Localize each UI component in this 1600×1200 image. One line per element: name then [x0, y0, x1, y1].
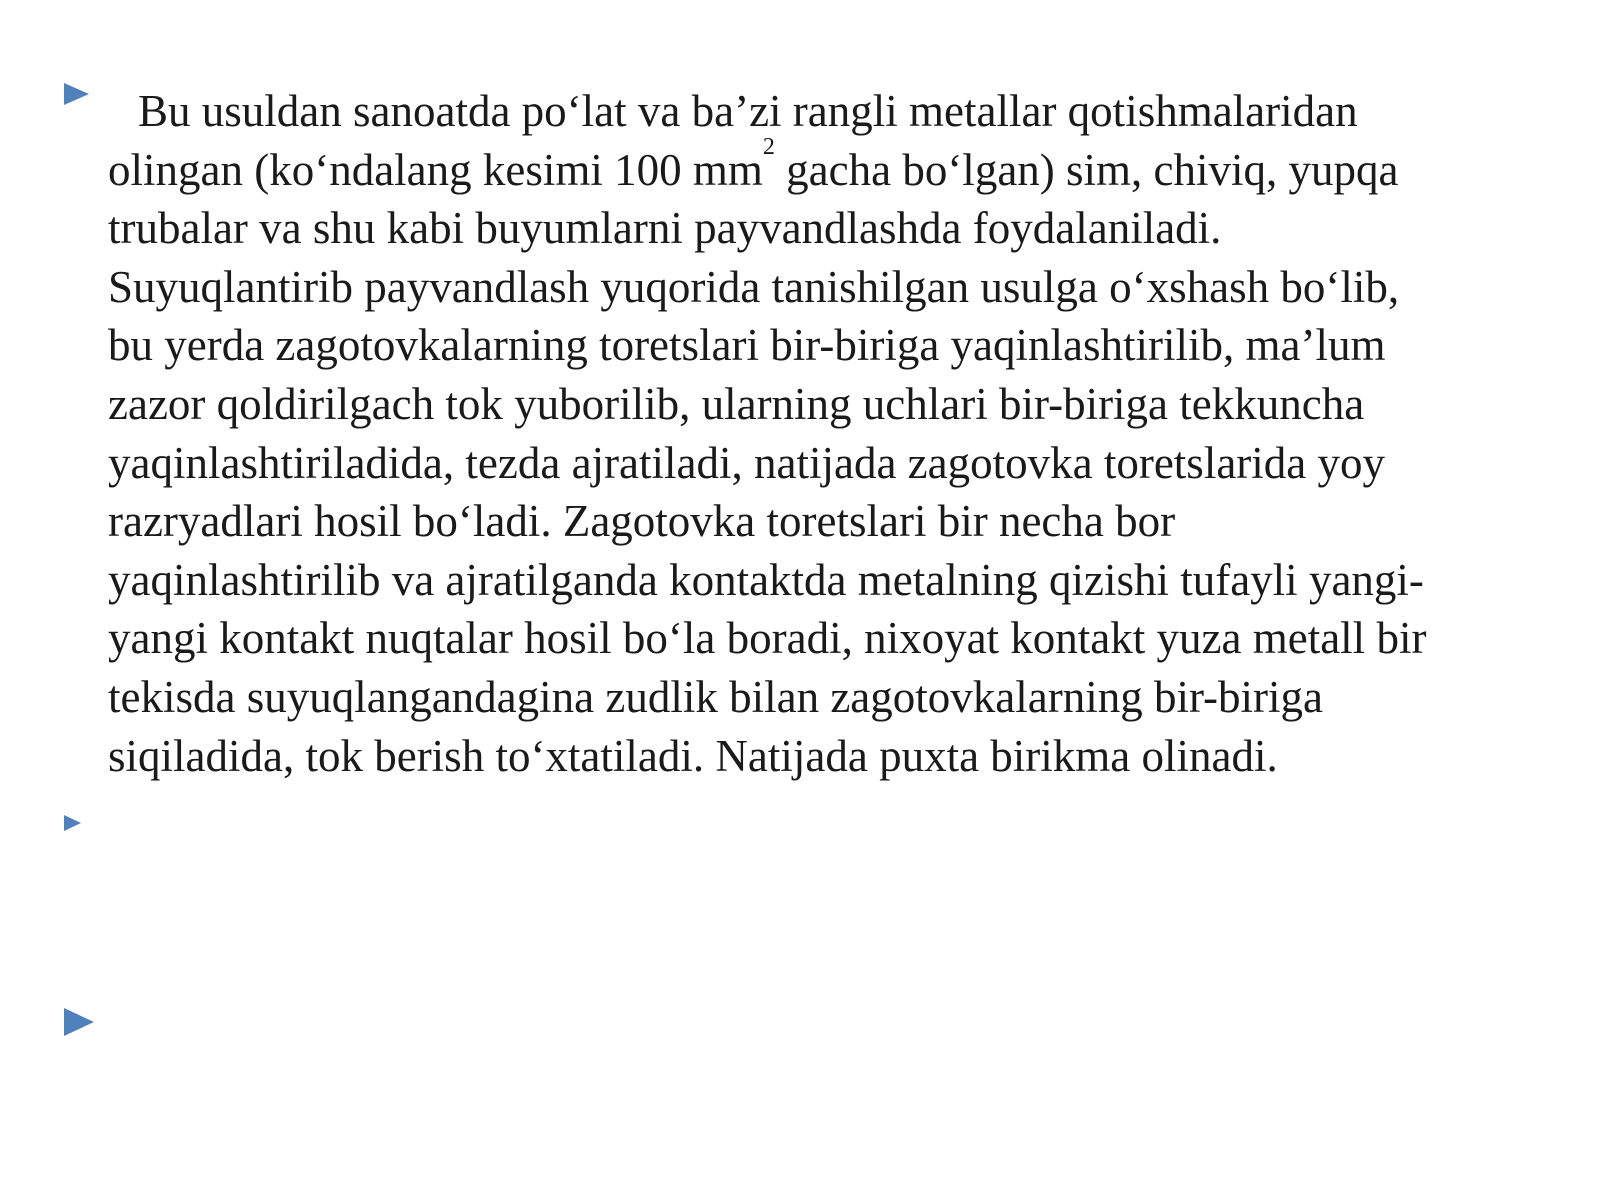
- text-line: [108, 133, 1568, 200]
- text-line: Suyuqlantirib payvandlash yuqorida tanishilgan usulga o‘xshash bo‘lib,: [108, 261, 1400, 312]
- bullet-triangle-icon: [64, 83, 89, 105]
- text-line: trubalar va shu kabi buyumlarni payvandlashda foydalaniladi.: [108, 203, 1222, 254]
- text-segment: olingan (ko‘ndalang kesimi 100 mm: [108, 144, 763, 195]
- bullet-triangle-icon: [64, 815, 81, 831]
- bullet-triangle-icon: [64, 1008, 94, 1036]
- text-line: zazor qoldirilgach tok yuborilib, ularning uchlari bir-biriga tekkuncha: [108, 378, 1365, 429]
- text-line: razryadlari hosil bo‘ladi. Zagotovka toretslari bir necha bor: [108, 496, 1176, 547]
- text-line: Bu usuldan sanoatda po‘lat va ba’zi rangli metallar qotishmalaridan: [138, 86, 1358, 136]
- text-line: yangi kontakt nuqtalar hosil bo‘la boradi, nixoyat kontakt yuza metall bir: [108, 613, 1427, 664]
- text-line: tekisda suyuqlangandagina zudlik bilan zagotovkalarning bir-biriga: [108, 671, 1323, 722]
- text-line: yaqinlashtiriladida, tezda ajratiladi, natijada zagotovka toretslarida yoy: [108, 437, 1386, 488]
- corner-marker-icon: [0, 0, 11, 17]
- superscript: 2: [762, 133, 775, 160]
- text-segment: gacha bo‘lgan) sim, chiviq, yupqa: [774, 144, 1399, 195]
- text-line: siqiladida, tok berish to‘xtatiladi. Natijada puxta birikma olinadi.: [108, 730, 1278, 781]
- body-paragraph: [108, 82, 1568, 785]
- text-line: bu yerda zagotovkalarning toretslari bir-biriga yaqinlashtirilib, ma’lum: [108, 320, 1386, 371]
- text-line: yaqinlashtirilib va ajratilganda kontaktda metalning qizishi tufayli yangi-: [108, 554, 1424, 605]
